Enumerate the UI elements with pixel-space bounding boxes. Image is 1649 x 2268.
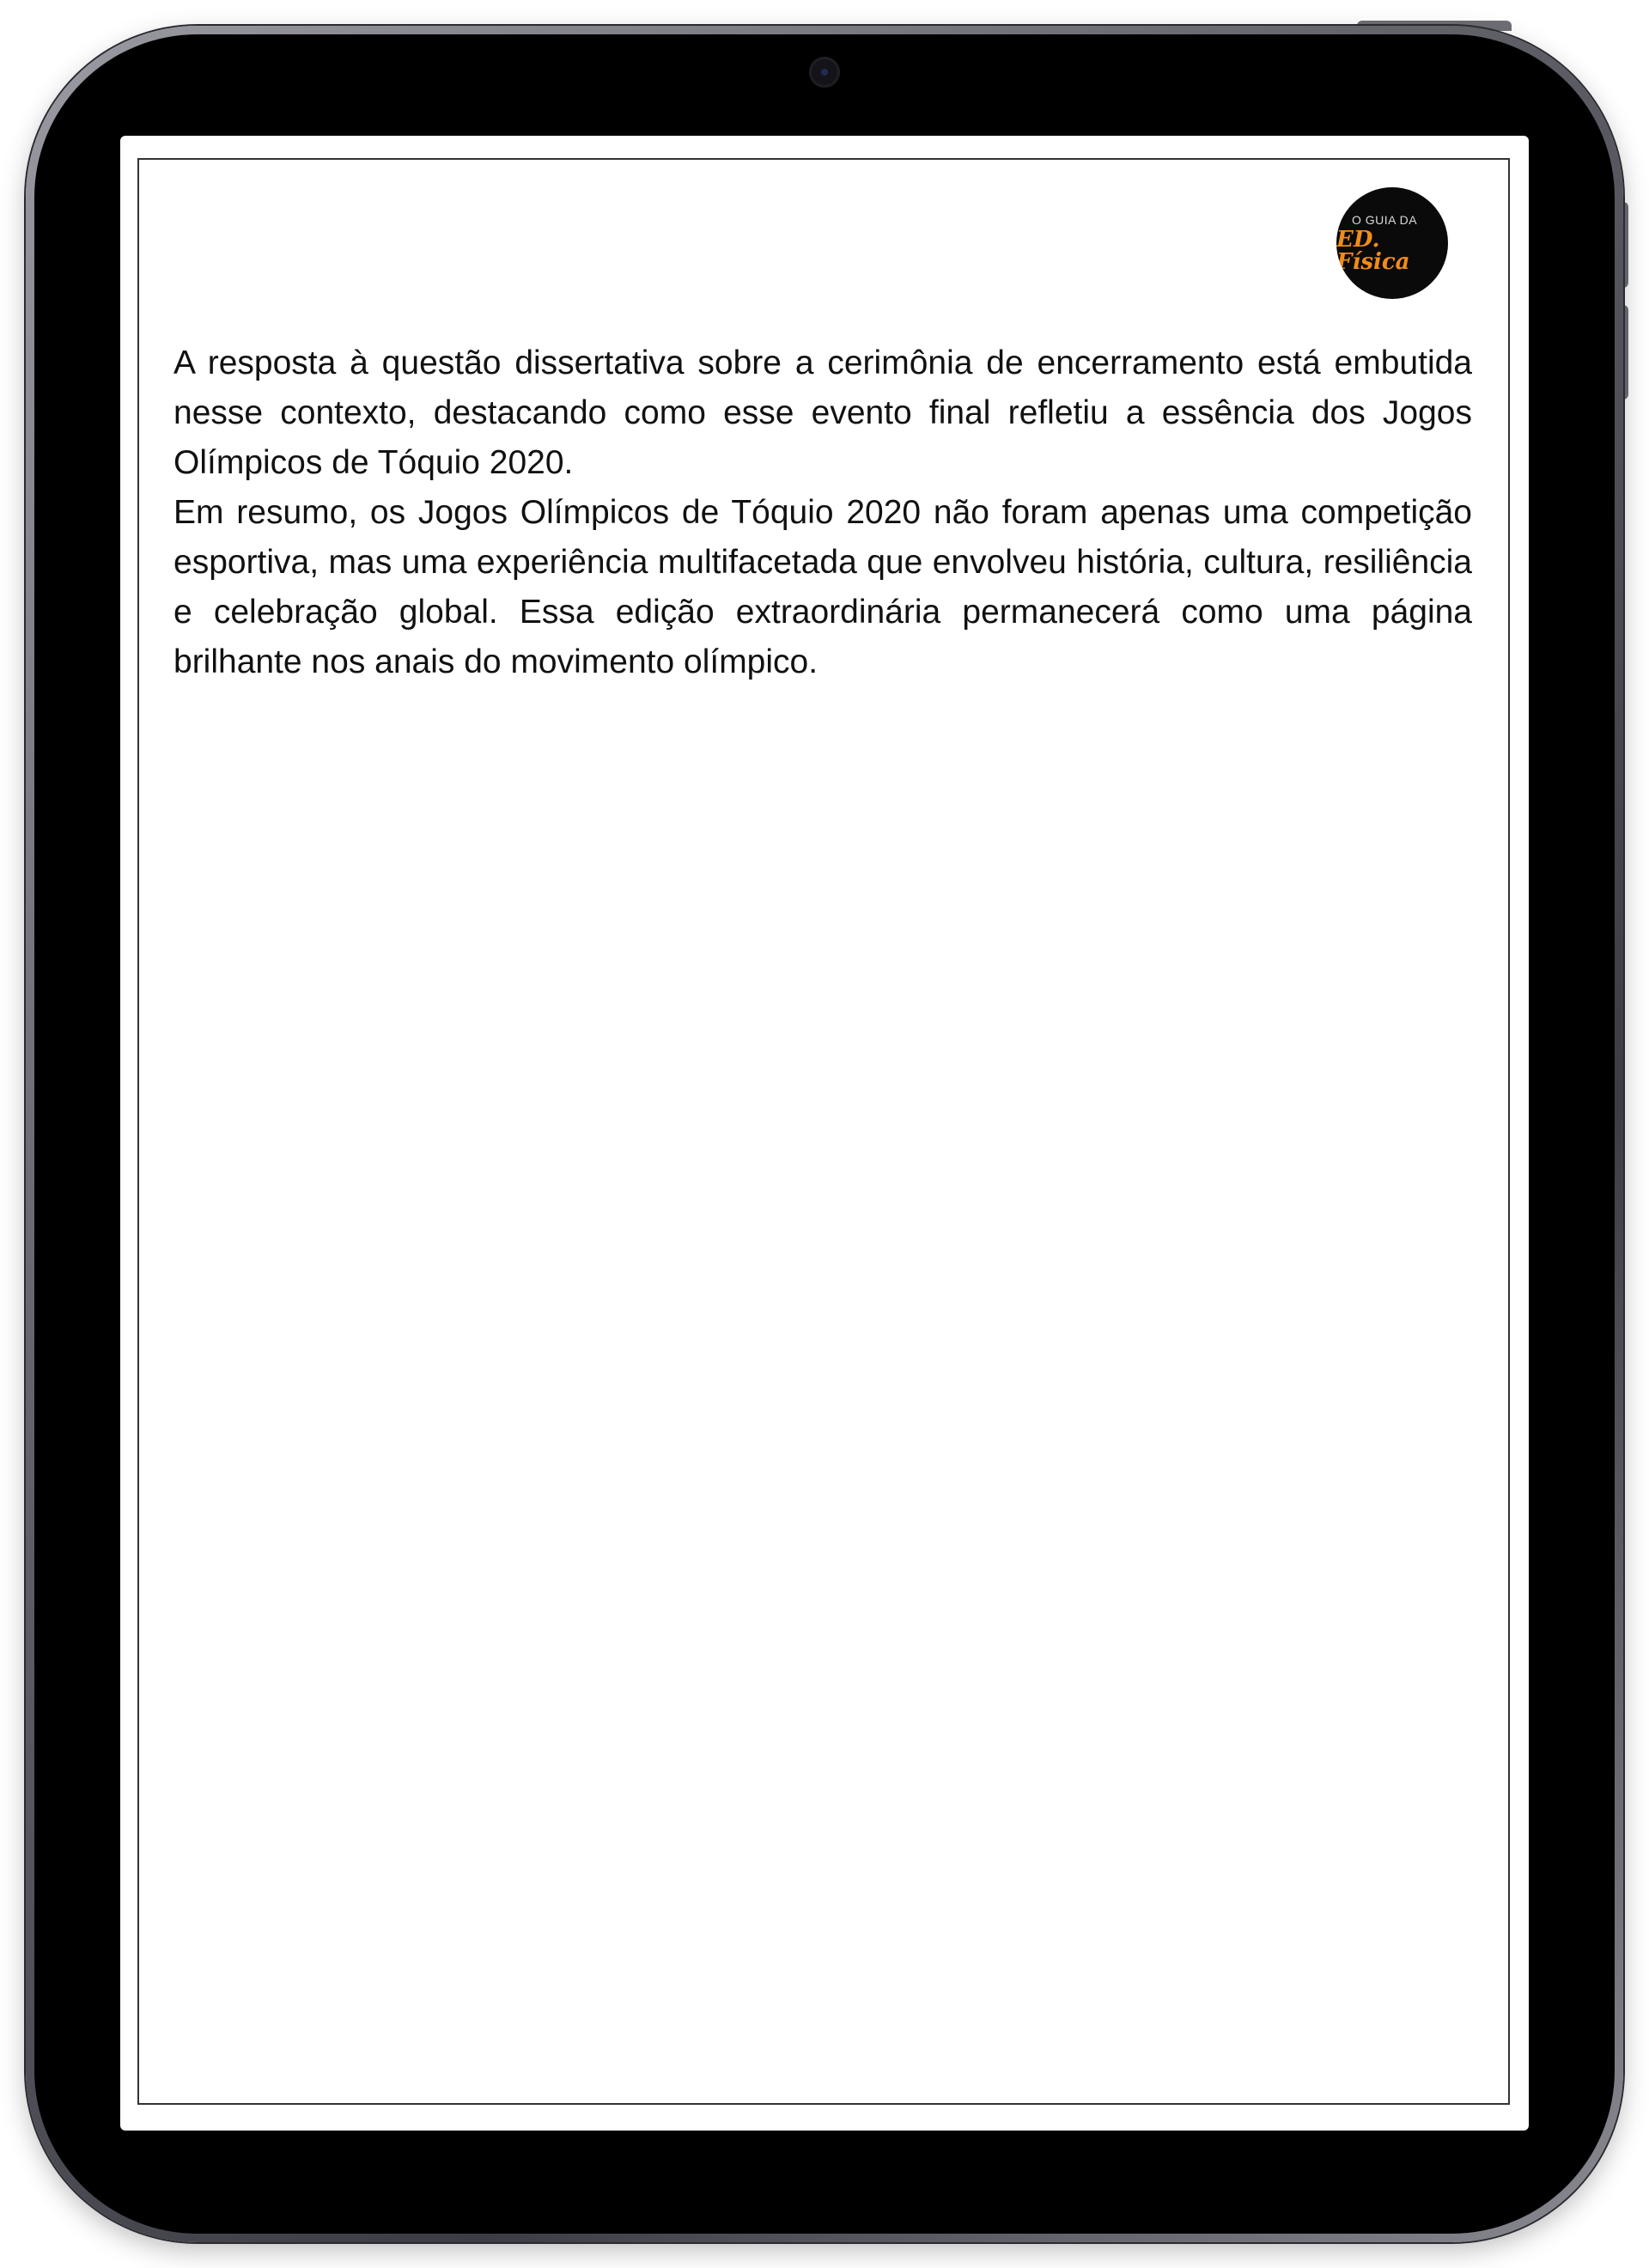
logo — [1336, 187, 1448, 299]
front-camera — [809, 57, 840, 88]
tablet-screen — [120, 136, 1529, 2131]
logo-line-2: ED. Física — [1336, 226, 1410, 275]
paragraph: A resposta à questão dissertativa sobre a cerimônia de encerramento está embutida nesse contexto, destacando como esse evento final refletiu a essência dos Jogos Olímpicos de Tóquio 2020. — [173, 344, 1472, 481]
logo-line-1: O GUIA DA — [1351, 212, 1418, 227]
document-body — [173, 338, 1472, 687]
paragraph: Em resumo, os Jogos Olímpicos de Tóquio 2020 não foram apenas uma competição esportiva, mas uma experiência multifacetada que envolveu história, cultura, resiliência e celebração global. Essa edição extraordinária permanecerá como uma página brilhante nos anais do movimento olímpico. — [173, 494, 1472, 680]
